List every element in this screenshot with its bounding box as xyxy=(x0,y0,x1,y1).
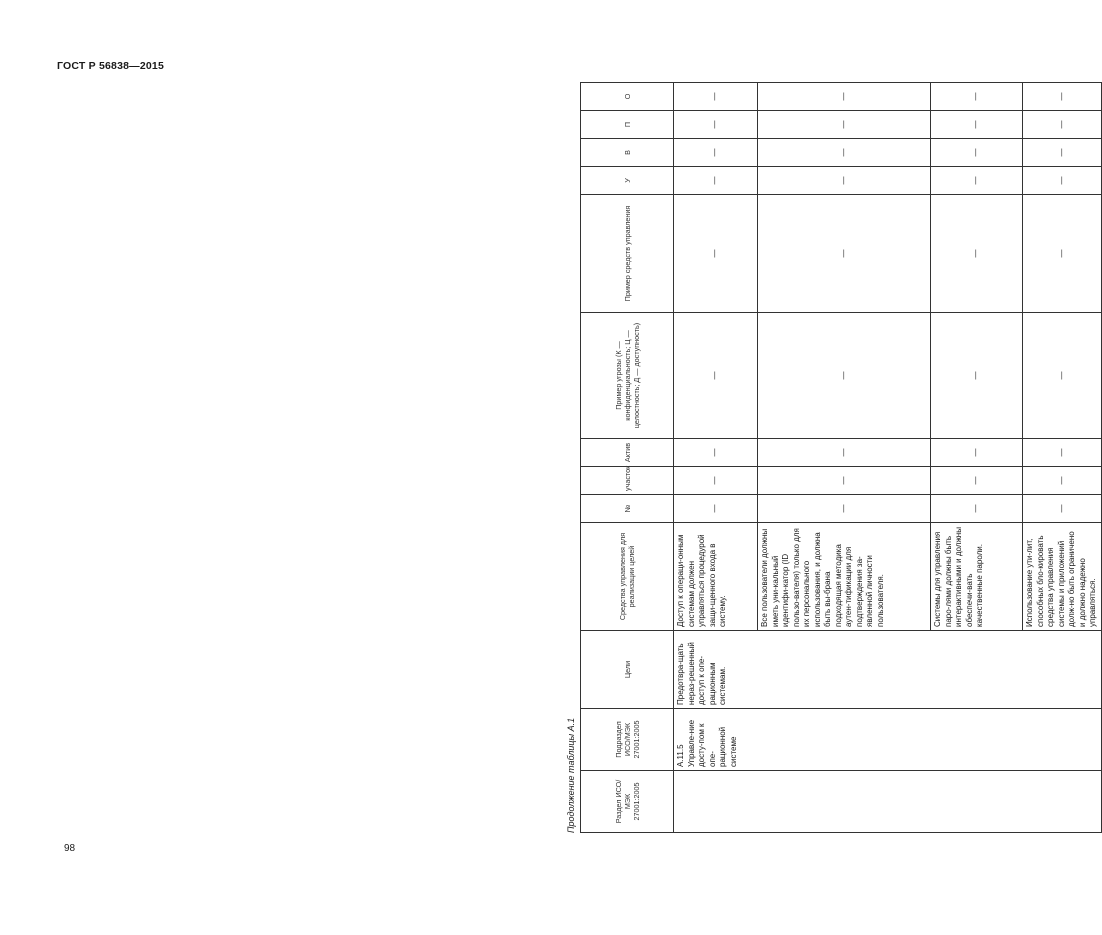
document-header-title: ГОСТ Р 56838—2015 xyxy=(57,60,165,72)
controls-table xyxy=(580,82,1102,833)
control-cell: Использование ути-лит, способных бло-кировать средства управления системы и приложений долж-но быть ограничено и должно надежно управляться. xyxy=(1023,523,1102,631)
goal-cell: Предотвра-щать нераз-решенный доступ к опе-рационным системам. xyxy=(674,631,1102,709)
dash-cell: — xyxy=(931,495,1023,523)
table-row xyxy=(674,83,758,833)
dash-cell: — xyxy=(1023,195,1102,313)
rotated-table-wrapper xyxy=(566,92,1097,833)
dash-cell: — xyxy=(758,467,931,495)
dash-cell: — xyxy=(931,139,1023,167)
control-cell: Системы для управления паро-лями должны быть интерактивными и должны обеспечи-вать качественные пароли. xyxy=(931,523,1023,631)
dash-cell: — xyxy=(931,83,1023,111)
dash-cell: — xyxy=(1023,495,1102,523)
dash-cell: — xyxy=(931,313,1023,439)
col-header-asset: Актив xyxy=(581,439,674,467)
page-number: 98 xyxy=(64,843,76,854)
dash-cell: — xyxy=(674,467,758,495)
section-cell xyxy=(674,771,1102,833)
dash-cell: — xyxy=(1023,439,1102,467)
col-header-o: О xyxy=(581,83,674,111)
dash-cell: — xyxy=(931,439,1023,467)
col-header-goals: Цели xyxy=(581,631,674,709)
dash-cell: — xyxy=(1023,139,1102,167)
col-header-p: П xyxy=(581,111,674,139)
col-header-control-example: Пример средств управления xyxy=(581,195,674,313)
col-header-threat-example: Пример угрозы (К — конфиденциальность; Ц — целостность; Д — доступность) xyxy=(581,313,674,439)
dash-cell: — xyxy=(758,495,931,523)
dash-cell: — xyxy=(674,495,758,523)
col-header-section: Раздел ИСО/МЭК 27001:2005 xyxy=(581,771,674,833)
dash-cell: — xyxy=(931,167,1023,195)
dash-cell: — xyxy=(674,83,758,111)
dash-cell: — xyxy=(758,167,931,195)
control-cell: Доступ к операци-онным системам должен управляться процедурой защи-щенного входа в систему. xyxy=(674,523,758,631)
col-header-v: В xyxy=(581,139,674,167)
dash-cell: — xyxy=(758,111,931,139)
dash-cell: — xyxy=(1023,111,1102,139)
col-header-subsection: Подраздел ИСО/МЭК 27001:2005 xyxy=(581,709,674,771)
dash-cell: — xyxy=(758,83,931,111)
dash-cell: — xyxy=(758,195,931,313)
table-caption: Продолжение таблицы А.1 xyxy=(566,717,576,833)
dash-cell: — xyxy=(931,111,1023,139)
table-header-row xyxy=(581,83,674,833)
subsection-cell: А.11.5 Управле-ние досту-пом к опе-рационной системе xyxy=(674,709,1102,771)
dash-cell: — xyxy=(674,167,758,195)
control-cell: Все пользователи должны иметь уни-кальный идентифи-катор (ID пользо-вателя) только для их персонального использования, и должна быть вы-брана подходящая методика аутен-тификации для подтверждения за-явленной личности пользователя. xyxy=(758,523,931,631)
dash-cell: — xyxy=(674,111,758,139)
dash-cell: — xyxy=(931,195,1023,313)
dash-cell: — xyxy=(758,139,931,167)
dash-cell: — xyxy=(758,313,931,439)
dash-cell: — xyxy=(674,195,758,313)
col-header-u: У xyxy=(581,167,674,195)
col-header-controls: Средства управления для реализации целей xyxy=(581,523,674,631)
dash-cell: — xyxy=(1023,167,1102,195)
dash-cell: — xyxy=(1023,313,1102,439)
dash-cell: — xyxy=(674,313,758,439)
dash-cell: — xyxy=(1023,467,1102,495)
dash-cell: — xyxy=(931,467,1023,495)
col-header-area: участок xyxy=(581,467,674,495)
dash-cell: — xyxy=(758,439,931,467)
dash-cell: — xyxy=(674,139,758,167)
dash-cell: — xyxy=(674,439,758,467)
dash-cell: — xyxy=(1023,83,1102,111)
col-header-number: № xyxy=(581,495,674,523)
